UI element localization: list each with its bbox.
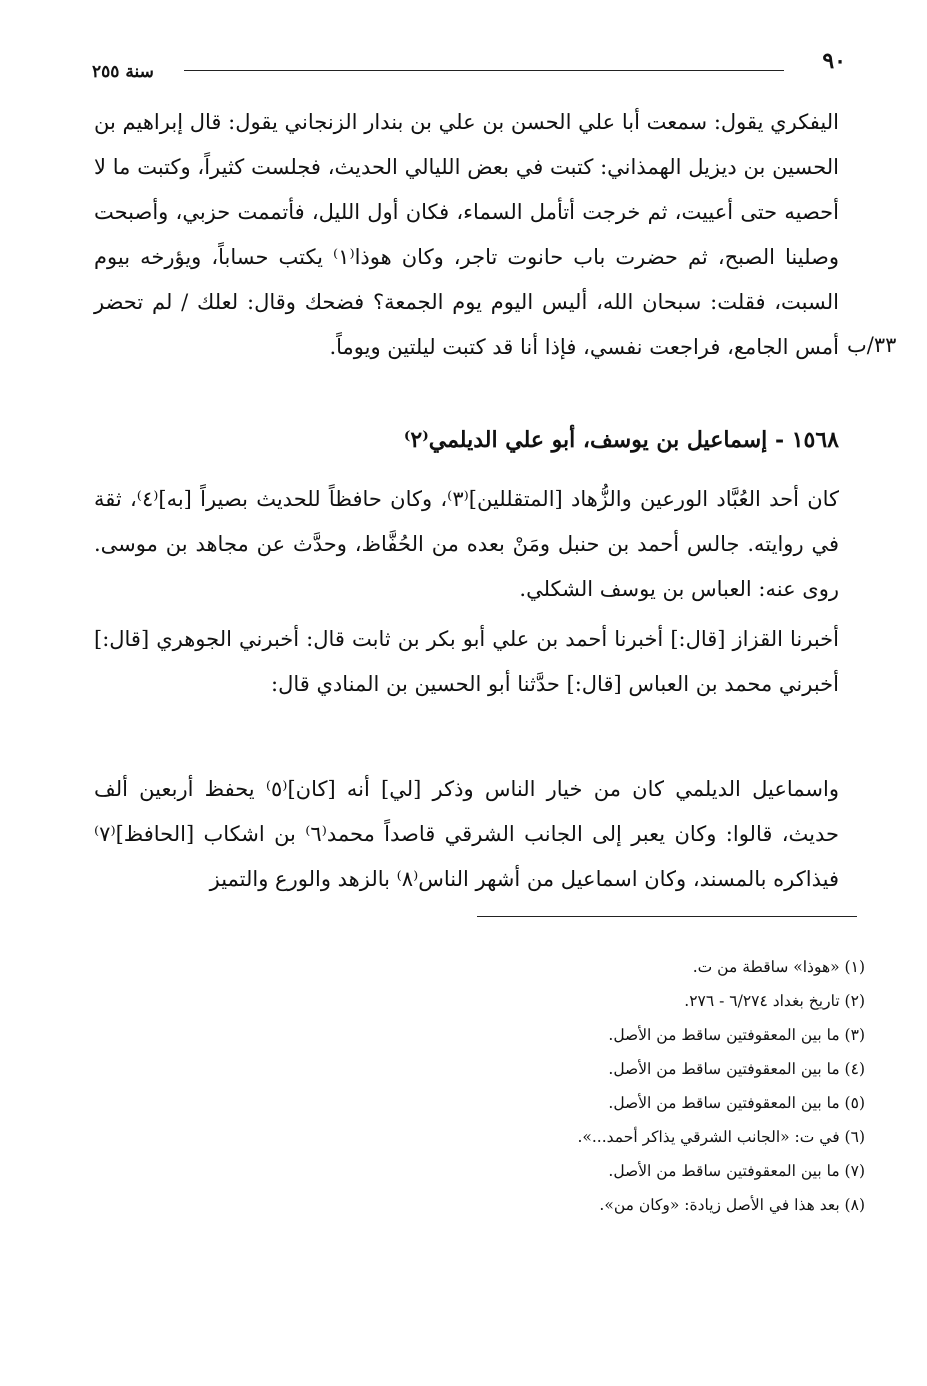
folio-marker: ٣٣/ب bbox=[847, 333, 897, 357]
footnote: (٤) ما بين المعقوفتين ساقط من الأصل. bbox=[608, 1060, 865, 1078]
footnote: (٦) في ت: «الجانب الشرقي يذاكر أحمد...». bbox=[577, 1128, 865, 1146]
paragraph-biography: كان أحد العُبَّاد الورعين والزُّهاد [المتقللين]⁽٣⁾، وكان حافظاً للحديث بصيراً [به]⁽٤⁾، ثقة في روايته. جالس أحمد بن حنبل ومَنْ بعده من الحُفَّاظ، وحدَّث عن مجاهد بن موسى. روى عنه: العباس بن يوسف الشكلي. bbox=[94, 487, 840, 601]
paragraph-story: اليفكري يقول: سمعت أبا علي الحسن بن علي بن بندار الزنجاني يقول: قال إبراهيم بن الحسين بن ديزيل الهمذاني: كتبت في بعض الليالي الحديث، فجلست كثيراً، وكتبت ما لا أحصيه حتى أعييت، ثم خرجت أتأمل السماء، فكان أول الليل، فأتممت حزبي، وأصبحت وصلينا الصبح، ثم حضرت باب حانوت تاجر، وكان هوذا⁽١⁾ يكتب حساباً، ويؤرخه بيوم السبت، فقلت: سبحان الله، أليس اليوم يوم الجمعة؟ فضحك وقال: لعلك / لم تحضر أمس الجامع، فراجعت نفسي، فإذا أنا قد كتبت ليلتين ويوماً. bbox=[94, 110, 839, 359]
year-label: سنة ٢٥٥ bbox=[92, 62, 154, 82]
footnote: (٨) بعد هذا في الأصل زيادة: «وكان من». bbox=[599, 1196, 865, 1214]
footnote: (٧) ما بين المعقوفتين ساقط من الأصل. bbox=[608, 1162, 865, 1180]
running-header bbox=[92, 48, 846, 84]
footnote-rule bbox=[477, 916, 857, 917]
footnote: (١) «هوذا» ساقطة من ت. bbox=[692, 958, 865, 976]
paragraph-isnad: أخبرنا القزاز [قال:] أخبرنا أحمد بن علي أبو بكر بن ثابت قال: أخبرني الجوهري [قال:] أخبرني محمد بن العباس [قال:] حدَّثنا أبو الحسين بن المنادي قال: bbox=[94, 627, 839, 696]
footnote: (٥) ما بين المعقوفتين ساقط من الأصل. bbox=[608, 1094, 865, 1112]
footnote: (٢) تاريخ بغداد ٦/٢٧٤ - ٢٧٦. bbox=[684, 992, 865, 1010]
footnote: (٣) ما بين المعقوفتين ساقط من الأصل. bbox=[608, 1026, 865, 1044]
paragraph-report: واسماعيل الديلمي كان من خيار الناس وذكر [لي] أنه [كان]⁽٥⁾ يحفظ أربعين ألف حديث، قالوا: وكان يعبر إلى الجانب الشرقي قاصداً محمد⁽٦⁾ بن اشكاب [الحافظ]⁽٧⁾ فيذاكره بالمسند، وكان اسماعيل من أشهر الناس⁽٨⁾ بالزهد والورع والتميز bbox=[94, 777, 839, 891]
page-number: ٩٠ bbox=[822, 48, 846, 74]
footnotes-list bbox=[105, 950, 865, 1222]
entry-heading: ١٥٦٨ - إسماعيل بن يوسف، أبو علي الديلمي⁽٢⁾ bbox=[403, 427, 839, 453]
header-rule bbox=[184, 70, 784, 71]
